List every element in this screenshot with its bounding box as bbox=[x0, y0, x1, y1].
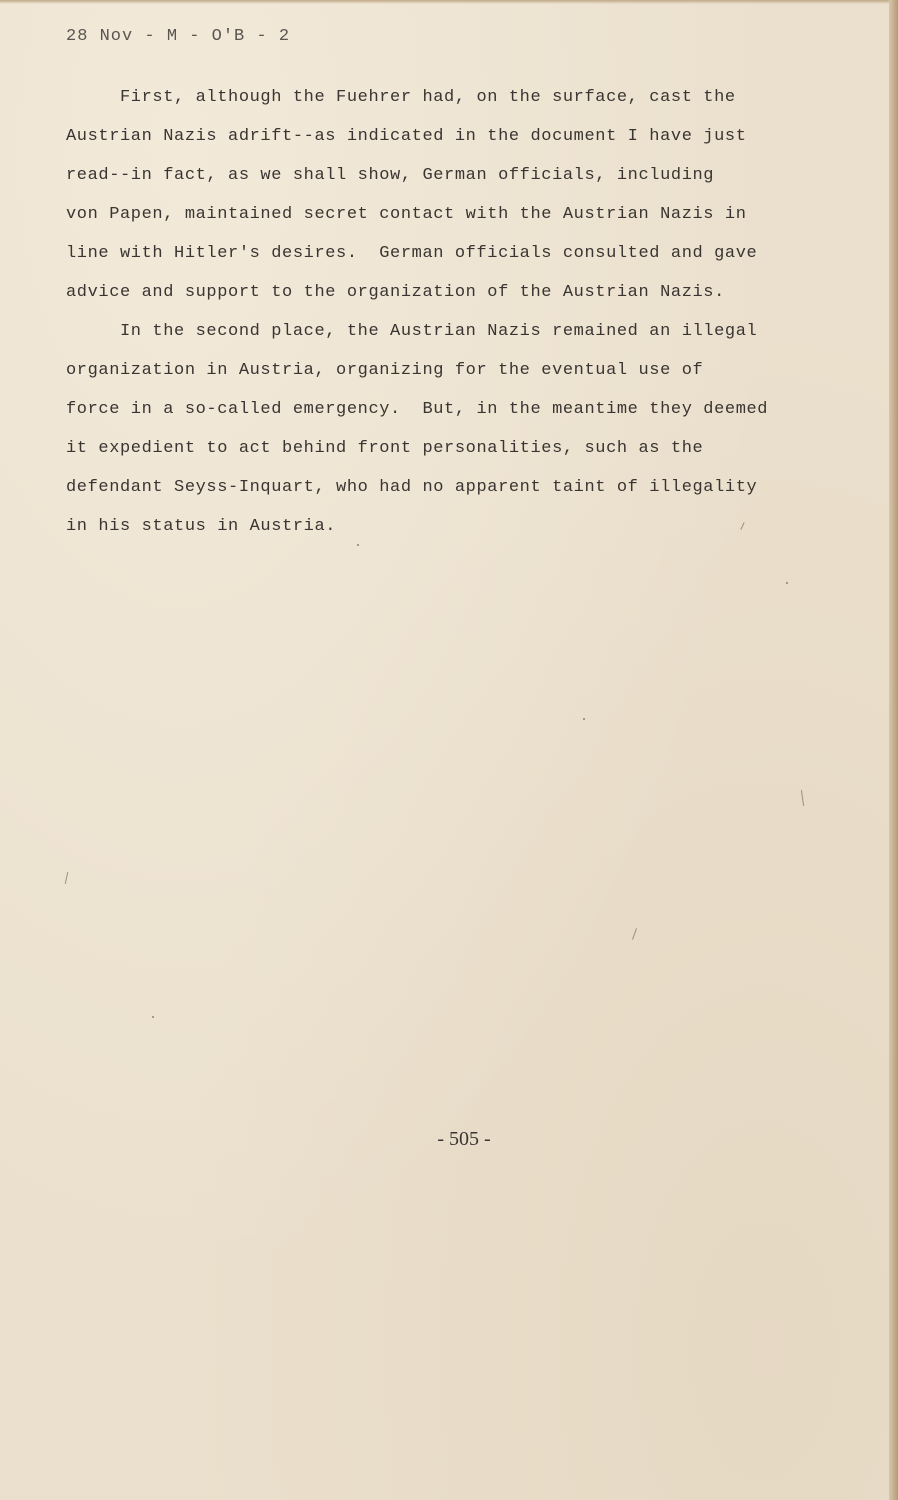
paper-speck bbox=[152, 1016, 154, 1018]
page-number: - 505 - bbox=[437, 1128, 491, 1150]
paper-scratch bbox=[632, 928, 637, 940]
text-line: von Papen, maintained secret contact with the Austrian Nazis in bbox=[66, 205, 747, 224]
paper-scratch bbox=[65, 872, 68, 884]
paper-scratch bbox=[801, 790, 804, 806]
text-line: it expedient to act behind front personalities, such as the bbox=[66, 439, 704, 458]
text-line: read--in fact, as we shall show, German officials, including bbox=[66, 166, 715, 185]
text-line: advice and support to the organization of the Austrian Nazis. bbox=[66, 283, 725, 302]
text-line: First, although the Fuehrer had, on the surface, cast the bbox=[66, 88, 736, 107]
paper-speck bbox=[786, 582, 788, 584]
text-line: organization in Austria, organizing for the eventual use of bbox=[66, 361, 704, 380]
page-header: 28 Nov - M - O'B - 2 bbox=[66, 27, 291, 46]
page-top-edge bbox=[0, 0, 898, 4]
text-line: force in a so-called emergency. But, in the meantime they deemed bbox=[66, 400, 769, 419]
page-right-edge bbox=[889, 0, 898, 1500]
paragraph-2 bbox=[66, 312, 836, 546]
text-line: In the second place, the Austrian Nazis remained an illegal bbox=[66, 322, 758, 341]
paragraph-1 bbox=[66, 78, 836, 312]
paper-speck bbox=[583, 718, 585, 720]
text-line: in his status in Austria. bbox=[66, 517, 337, 536]
text-line: defendant Seyss-Inquart, who had no apparent taint of illegality bbox=[66, 478, 758, 497]
paper-speck bbox=[357, 544, 359, 546]
text-line: Austrian Nazis adrift--as indicated in the document I have just bbox=[66, 127, 747, 146]
text-line: line with Hitler's desires. German officials consulted and gave bbox=[66, 244, 758, 263]
